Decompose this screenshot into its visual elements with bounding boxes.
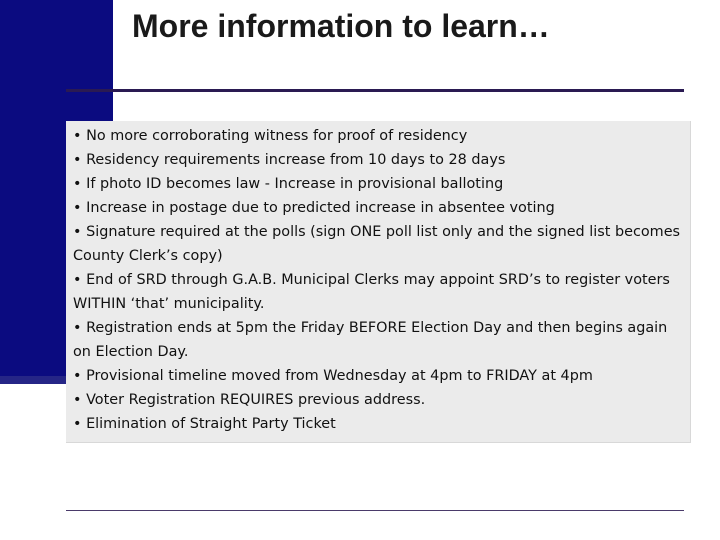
bullet-item: • No more corroborating witness for proof of residency: [73, 124, 686, 148]
bullet-item: • Registration ends at 5pm the Friday BEFORE Election Day and then begins again on Election Day.: [73, 316, 686, 364]
content-panel: [66, 121, 691, 443]
bullet-item: • Elimination of Straight Party Ticket: [73, 412, 686, 436]
bullet-item: • If photo ID becomes law - Increase in provisional balloting: [73, 172, 686, 196]
title-divider: [66, 89, 684, 92]
bullet-item: • End of SRD through G.A.B. Municipal Clerks may appoint SRD’s to register voters WITHIN ‘that’ municipality.: [73, 268, 686, 316]
bullet-item: • Voter Registration REQUIRES previous address.: [73, 388, 686, 412]
bullet-item: • Increase in postage due to predicted increase in absentee voting: [73, 196, 686, 220]
slide-title: More information to learn…: [132, 8, 550, 44]
bullet-list: [73, 124, 686, 436]
bullet-item: • Provisional timeline moved from Wednesday at 4pm to FRIDAY at 4pm: [73, 364, 686, 388]
bullet-item: • Signature required at the polls (sign ONE poll list only and the signed list becomes County Clerk’s copy): [73, 220, 686, 268]
bullet-item: • Residency requirements increase from 10 days to 28 days: [73, 148, 686, 172]
footer-divider: [66, 510, 684, 511]
